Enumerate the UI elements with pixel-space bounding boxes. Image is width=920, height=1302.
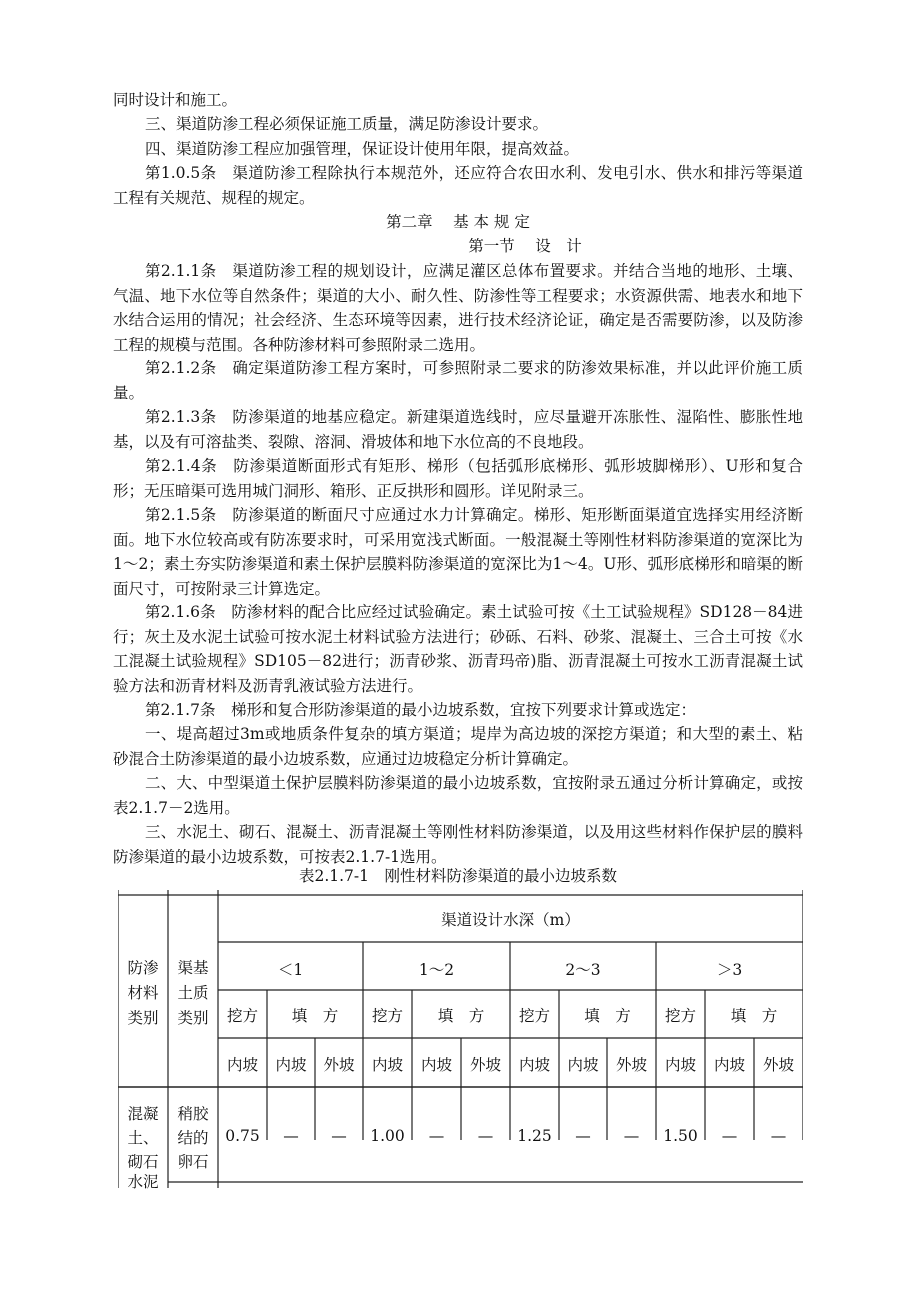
sub-inner-cut-1: 内坡 [226, 1056, 258, 1074]
value-cell: — [428, 1127, 445, 1145]
value-cell: — [770, 1127, 787, 1145]
clause-1-0-5: 第1.0.5条 渠道防渗工程除执行本规范外，还应符合农田水利、发电引水、供水和排污等渠道工程有关规范、规程的规定。 [113, 164, 803, 207]
chapter-title: 第二章 基 本 规 定 [386, 213, 530, 231]
depth-group-gt3: ＞3 [716, 961, 743, 979]
clause-2-1-7-item-2: 二、大、中型渠道土保护层膜料防渗渠道的最小边坡系数，宜按附录五通过分析计算确定，或按表2.1.7－2选用。 [113, 774, 803, 817]
row-material-4: 水泥 [127, 1173, 159, 1191]
value-cell: — [623, 1127, 640, 1145]
value-cell: 1.50 [663, 1127, 698, 1145]
clause-2-1-1: 第2.1.1条 渠道防渗工程的规划设计，应满足灌区总体布置要求。并结合当地的地形、土壤、气温、地下水位等自然条件；渠道的大小、耐久性、防渗性等工程要求；水资源供需、地表水和地下水结合运用的情况；社会经济、生态环境等因素，进行技术经济论证，确定是否需要防渗，以及防渗工程的规模与范围。各种防渗材料可参照附录二选用。 [113, 262, 803, 354]
value-cell: — [283, 1127, 299, 1145]
row-material-2: 土、 [127, 1129, 159, 1147]
fill-label-1: 填 方 [291, 1007, 339, 1025]
paragraph-item-three: 三、渠道防渗工程必须保证施工质量，满足防渗设计要求。 [145, 115, 549, 133]
row-material-3: 砌石 [127, 1153, 159, 1171]
depth-group-1-2: 1～2 [418, 961, 455, 979]
header-soil-1: 渠基 [177, 959, 209, 977]
paragraph-item-four: 四、渠道防渗工程应加强管理，保证设计使用年限，提高效益。 [145, 140, 580, 158]
sub-inner-cut-4: 内坡 [664, 1056, 696, 1074]
header-material-2: 材料 [127, 984, 159, 1002]
clause-2-1-2: 第2.1.2条 确定渠道防渗工程方案时，可参照附录二要求的防渗效果标准，并以此评价施工质量。 [113, 359, 803, 402]
sub-inner-fill-2: 内坡 [420, 1056, 452, 1074]
header-soil-3: 类别 [177, 1009, 209, 1027]
clause-2-1-7-item-3: 三、水泥土、砌石、混凝土、沥青混凝土等刚性材料防渗渠道，以及用这些材料作保护层的膜料防渗渠道的最小边坡系数，可按表2.1.7-1选用。 [113, 823, 803, 866]
value-cell: — [331, 1127, 347, 1145]
fill-label-4: 填 方 [730, 1007, 778, 1025]
table-caption: 表2.1.7-1 刚性材料防渗渠道的最小边坡系数 [298, 867, 618, 885]
clause-2-1-5: 第2.1.5条 防渗渠道的断面尺寸应通过水力计算确定。梯形、矩形断面渠道宜选择实用经济断面。地下水位较高或有防冻要求时，可采用宽浅式断面。一般混凝土等刚性材料防渗渠道的宽深比为1～2；素土夯实防渗渠道和素土保护层膜料防渗渠道的宽深比为1～4。U形、弧形底梯形和暗渠的断面尺寸，可按附录三计算选定。 [113, 506, 803, 598]
paragraph-continuation: 同时设计和施工。 [113, 91, 238, 109]
clause-2-1-7-item-1: 一、堤高超过3m或地质条件复杂的填方渠道；堤岸为高边坡的深挖方渠道；和大型的素土、粘砂混合土防渗渠道的最小边坡系数，应通过边坡稳定分析计算确定。 [113, 725, 803, 768]
sub-inner-fill-4: 内坡 [713, 1056, 745, 1074]
clause-2-1-4: 第2.1.4条 防渗渠道断面形式有矩形、梯形（包括弧形底梯形、弧形坡脚梯形）、U形和复合形；无压暗渠可选用城门洞形、箱形、正反拱形和圆形。详见附录三。 [113, 457, 803, 500]
clause-2-1-7: 第2.1.7条 梯形和复合形防渗渠道的最小边坡系数，宜按下列要求计算或选定： [145, 701, 696, 719]
clause-2-1-3: 第2.1.3条 防渗渠道的地基应稳定。新建渠道选线时，应尽量避开冻胀性、湿陷性、膨胀性地基，以及有可溶盐类、裂隙、溶洞、滑坡体和地下水位高的不良地段。 [113, 408, 803, 451]
sub-inner-fill-3: 内坡 [567, 1056, 599, 1074]
value-cell: — [575, 1127, 591, 1145]
clause-2-1-6: 第2.1.6条 防渗材料的配合比应经过试验确定。素土试验可按《土工试验规程》SD128－84进行；灰土及水泥土试验可按水泥土材料试验方法进行；砂砾、石料、砂浆、混凝土、三合土可按《水工混凝土试验规程》SD105－82进行；沥青砂浆、沥青玛帝)脂、沥青混凝土可按水工沥青混凝土试验方法和沥青材料及沥青乳液试验方法进行。 [113, 603, 803, 695]
depth-group-2-3: 2～3 [565, 961, 601, 979]
value-cell: — [721, 1127, 738, 1145]
sub-inner-cut-2: 内坡 [371, 1056, 403, 1074]
section-title: 第一节 设 计 [468, 237, 582, 255]
fill-label-3: 填 方 [584, 1007, 631, 1025]
cut-label-2: 挖方 [371, 1007, 403, 1025]
sub-inner-fill-1: 内坡 [275, 1056, 307, 1074]
header-material-1: 防渗 [127, 959, 159, 977]
value-cell: 1.25 [517, 1127, 552, 1145]
value-cell: — [477, 1127, 494, 1145]
table-grid-lines [118, 890, 803, 1190]
row-soil-1: 稍胶 [177, 1105, 209, 1123]
sub-inner-cut-3: 内坡 [518, 1056, 550, 1074]
header-design-depth: 渠道设计水深（m） [441, 911, 580, 929]
row-soil-2: 结的 [177, 1129, 209, 1147]
slope-coefficient-table [118, 890, 803, 1190]
row-material-1: 混凝 [127, 1105, 159, 1123]
sub-outer-fill-1: 外坡 [323, 1056, 355, 1074]
sub-outer-fill-2: 外坡 [469, 1056, 501, 1074]
cut-label-1: 挖方 [226, 1007, 258, 1025]
value-cell: 0.75 [225, 1127, 260, 1145]
value-cell: 1.00 [370, 1127, 405, 1145]
fill-label-2: 填 方 [437, 1007, 485, 1025]
sub-outer-fill-3: 外坡 [615, 1056, 647, 1074]
depth-group-lt1: ＜1 [277, 961, 304, 979]
cut-label-3: 挖方 [518, 1007, 550, 1025]
header-soil-2: 土质 [177, 984, 209, 1002]
header-material-3: 类别 [127, 1009, 159, 1027]
sub-outer-fill-4: 外坡 [762, 1056, 794, 1074]
cut-label-4: 挖方 [664, 1007, 696, 1025]
row-soil-3: 卵石 [177, 1153, 209, 1171]
